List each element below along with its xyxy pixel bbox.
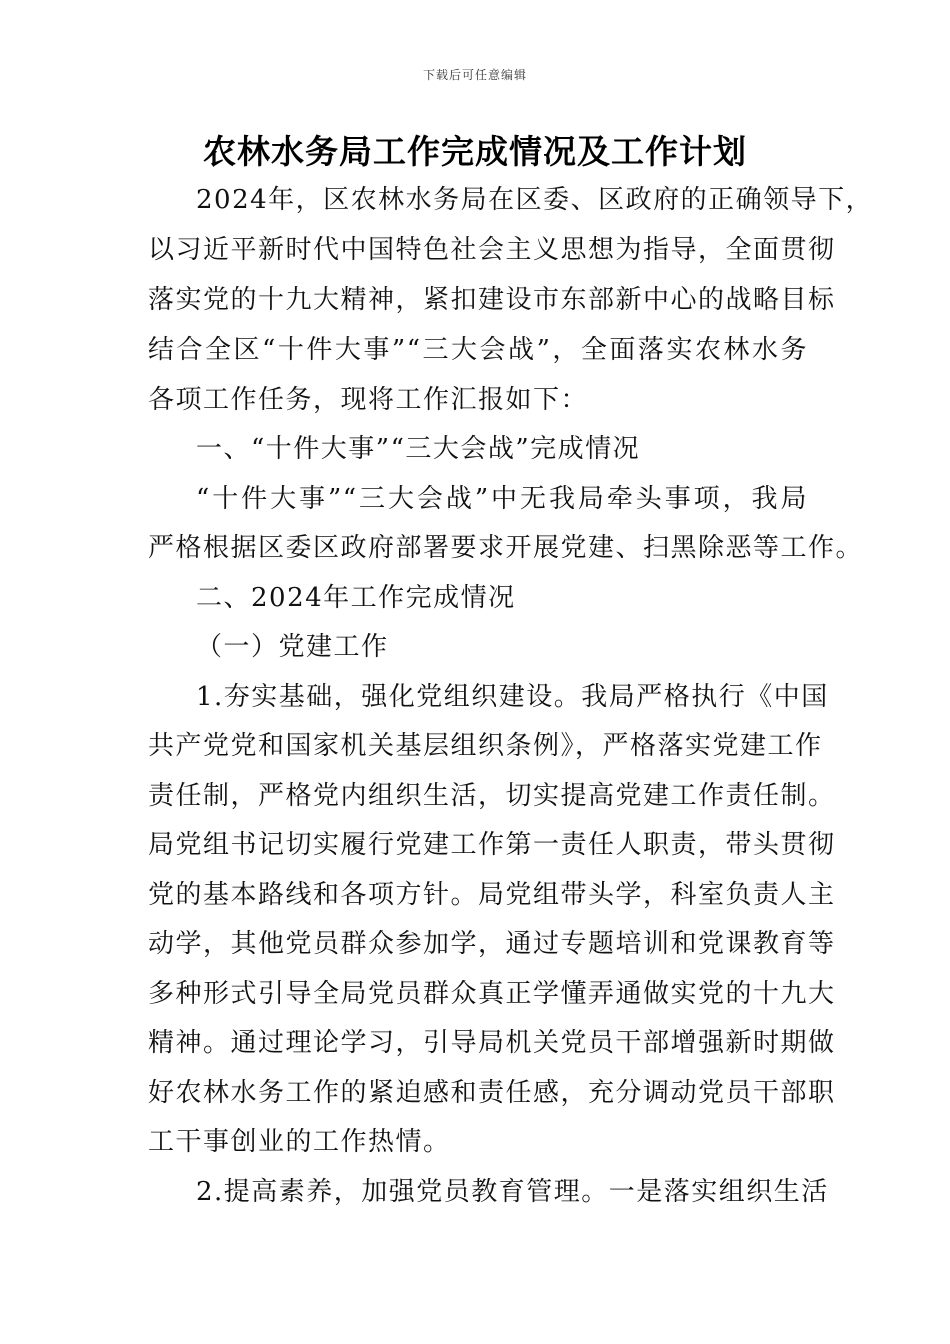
body-line: 共产党党和国家机关基层组织条例》，严格落实党建工作 xyxy=(148,731,823,761)
body-line: 精神。通过理论学习，引导局机关党员干部增强新时期做 xyxy=(148,1028,836,1058)
body-line: 工干事创业的工作热情。 xyxy=(148,1127,451,1157)
body-line: 结合全区“十件大事”“三大会战”，全面落实农林水务 xyxy=(148,335,808,365)
body-line: 局党组书记切实履行党建工作第一责任人职责，带头贯彻 xyxy=(148,830,836,860)
document-title: 农林水务局工作完成情况及工作计划 xyxy=(203,132,747,171)
body-line: 好农林水务工作的紧迫感和责任感，充分调动党员干部职 xyxy=(148,1078,836,1108)
body-line: 严格根据区委区政府部署要求开展党建、扫黑除恶等工作。 xyxy=(148,533,864,563)
body-line: 动学，其他党员群众参加学，通过专题培训和党课教育等 xyxy=(148,929,836,959)
body-line: 2024年，区农林水务局在区委、区政府的正确领导下， xyxy=(196,185,874,215)
body-line: 多种形式引导全局党员群众真正学懂弄通做实党的十九大 xyxy=(148,979,836,1009)
body-line: 1.夯实基础，强化党组织建设。我局严格执行《中国 xyxy=(196,682,829,712)
body-line: 责任制，严格党内组织生活，切实提高党建工作责任制。 xyxy=(148,781,836,811)
subsection-heading: （一）党建工作 xyxy=(196,632,389,662)
body-line: 党的基本路线和各项方针。局党组带头学，科室负责人主 xyxy=(148,880,836,910)
section-heading: 二、2024年工作完成情况 xyxy=(196,583,516,613)
section-heading: 一、“十件大事”“三大会战”完成情况 xyxy=(196,434,641,464)
body-line: 2.提高素养，加强党员教育管理。一是落实组织生活 xyxy=(196,1177,829,1207)
body-line: 各项工作任务，现将工作汇报如下： xyxy=(148,385,589,415)
body-line: 以习近平新时代中国特色社会主义思想为指导，全面贯彻 xyxy=(148,235,836,265)
header-note: 下载后可任意编辑 xyxy=(422,68,527,82)
body-line: “十件大事”“三大会战”中无我局牵头事项，我局 xyxy=(196,484,808,514)
body-line: 落实党的十九大精神，紧扣建设市东部新中心的战略目标 xyxy=(148,285,836,315)
